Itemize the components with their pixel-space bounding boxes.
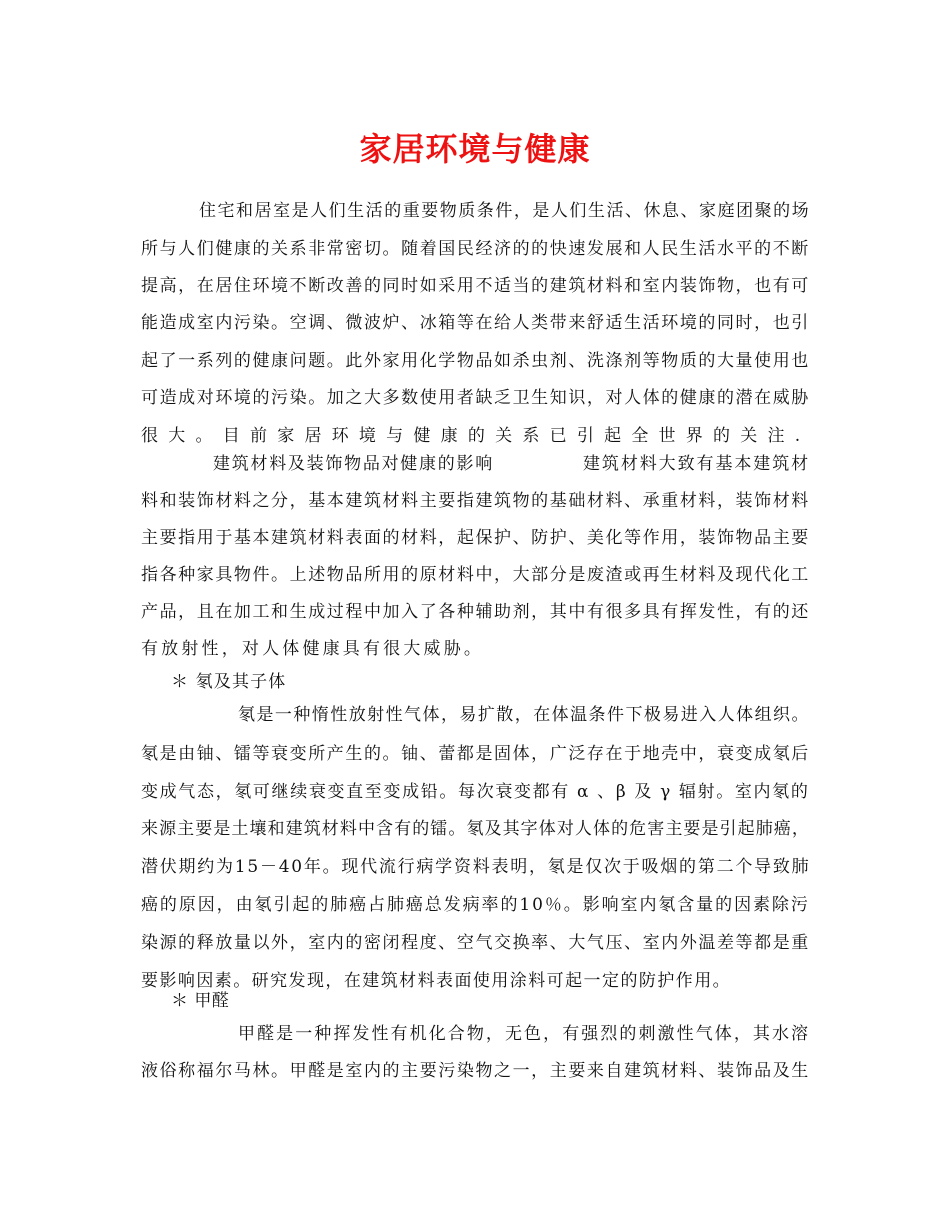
body-line: 癌的原因，由氡引起的肺癌占肺癌总发病率的10％。影响室内氡含量的因素除污: [141, 895, 810, 915]
body-line: 要影响因素。研究发现，在建筑材料表面使用涂料可起一定的防护作用。: [141, 971, 732, 991]
body-line: 主要指用于基本建筑材料表面的材料，起保护、防护、美化等作用，装饰物品主要: [141, 528, 810, 548]
body-line: 染源的释放量以外，室内的密闭程度、空气交换率、大气压、室内外温差等都是重: [141, 933, 810, 953]
body-line: 住宅和居室是人们生活的重要物质条件，是人们生活、休息、家庭团聚的场: [199, 201, 811, 221]
body-line: 甲醛是一种挥发性有机化合物，无色，有强烈的刺激性气体，其水溶: [238, 1024, 811, 1044]
body-line: 产品，且在加工和生成过程中加入了各种辅助剂，其中有很多具有挥发性，有的还: [141, 602, 810, 622]
body-line: 指各种家具物件。上述物品所用的原材料中，大部分是废渣或再生材料及现代化工: [141, 565, 810, 585]
document-title: 家居环境与健康: [359, 130, 591, 168]
body-line: 能造成室内污染。空调、微波炉、冰箱等在给人类带来舒适生活环境的同时，也引: [141, 313, 810, 333]
body-line: 提高，在居住环境不断改善的同时如采用不适当的建筑材料和室内装饰物，也有可: [141, 276, 810, 296]
body-line: 氡是由铀、镭等衰变所产生的。铀、蕾都是固体，广泛存在于地壳中，衰变成氡后: [141, 744, 810, 764]
body-line: 氡是一种惰性放射性气体，易扩散，在体温条件下极易进入人体组织。: [238, 705, 810, 725]
body-line: 建筑材料大致有基本建筑材: [583, 454, 811, 474]
body-line: 液俗称福尔马林。甲醛是室内的主要污染物之一，主要来自建筑材料、装饰品及生: [141, 1061, 810, 1081]
body-line: ＊ 甲醛: [171, 991, 230, 1011]
body-line: 建筑材料及装饰物品对健康的影响: [213, 454, 494, 474]
body-line: 潜伏期约为15－40年。现代流行病学资料表明，氡是仅次于吸烟的第二个导致肺: [141, 857, 811, 877]
body-line: 料和装饰材料之分，基本建筑材料主要指建筑物的基础材料、承重材料，装饰材料: [141, 491, 810, 511]
body-line: 可造成对环境的污染。加之大多数使用者缺乏卫生知识，对人体的健康的潜在威胁: [141, 388, 810, 408]
body-line: ＊ 氡及其子体: [171, 672, 287, 692]
body-line: 变成气态，氡可继续衰变直至变成铅。每次衰变都有 α 、β 及 γ 辐射。室内氡的: [141, 782, 810, 802]
body-line: 有放射性，对人体健康具有很大威胁。: [141, 639, 485, 659]
body-line: 所与人们健康的关系非常密切。随着国民经济的的快速发展和人民生活水平的不断: [141, 239, 810, 259]
body-line: 来源主要是土壤和建筑材料中含有的镭。氡及其字体对人体的危害主要是引起肺癌，: [141, 819, 810, 839]
body-line: 很大。目前家居环境与健康的关系已引起全世界的关注.: [141, 426, 811, 446]
body-line: 起了一系列的健康问题。此外家用化学物品如杀虫剂、洗涤剂等物质的大量使用也: [141, 351, 810, 371]
